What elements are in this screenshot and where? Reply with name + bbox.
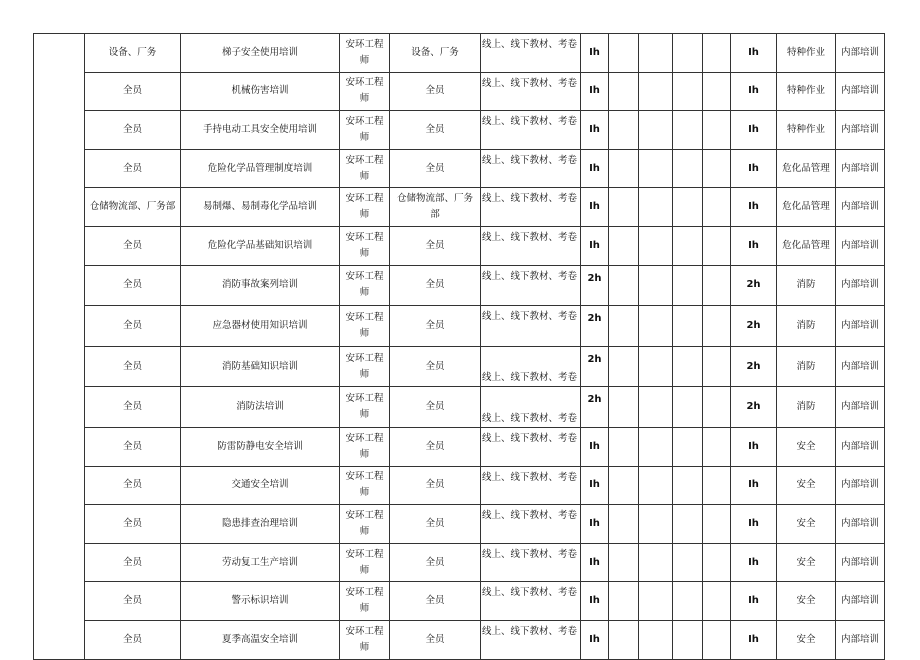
- training-type-cell: 内部培训: [836, 34, 885, 73]
- empty-cell: [609, 149, 639, 188]
- hours-cell: Ih: [581, 582, 609, 621]
- trainer-cell: 安环工程师: [340, 620, 390, 659]
- category-cell: 危化品管理: [777, 226, 836, 265]
- total-hours-cell: Ih: [731, 188, 777, 227]
- total-hours-cell: Ih: [731, 466, 777, 505]
- training-type-cell: 内部培训: [836, 346, 885, 387]
- empty-cell: [609, 427, 639, 466]
- total-hours-cell: Ih: [731, 427, 777, 466]
- empty-cell: [639, 543, 673, 582]
- category-cell: 消防: [777, 387, 836, 428]
- department-cell: 全员: [85, 466, 181, 505]
- total-hours-cell: 2h: [731, 306, 777, 347]
- category-cell: 特种作业: [777, 111, 836, 150]
- training-method-cell: 线上、线下教材、考卷: [481, 427, 581, 466]
- category-cell: 安全: [777, 505, 836, 544]
- target-group-cell: 全员: [390, 226, 481, 265]
- training-type-cell: 内部培训: [836, 505, 885, 544]
- hours-cell: 2h: [581, 265, 609, 306]
- course-name-cell: 防雷防静电安全培训: [181, 427, 340, 466]
- department-cell: 全员: [85, 427, 181, 466]
- department-cell: 全员: [85, 226, 181, 265]
- table-row: [34, 466, 885, 505]
- trainer-cell: 安环工程师: [340, 543, 390, 582]
- training-method-cell: 线上、线下教材、考卷: [481, 466, 581, 505]
- trainer-cell: 安环工程师: [340, 34, 390, 73]
- total-hours-cell: 2h: [731, 265, 777, 306]
- empty-cell: [639, 188, 673, 227]
- table-row: [34, 620, 885, 659]
- empty-cell: [673, 72, 703, 111]
- category-cell: 消防: [777, 346, 836, 387]
- empty-cell: [639, 582, 673, 621]
- empty-cell: [673, 505, 703, 544]
- empty-cell: [639, 427, 673, 466]
- course-name-cell: 危险化学品管理制度培训: [181, 149, 340, 188]
- course-name-cell: 消防事故案列培训: [181, 265, 340, 306]
- department-cell: 全员: [85, 72, 181, 111]
- table-row: [34, 265, 885, 306]
- training-method-cell: 线上、线下教材、考卷: [481, 111, 581, 150]
- empty-cell: [703, 505, 731, 544]
- trainer-cell: 安环工程师: [340, 226, 390, 265]
- table-row: [34, 346, 885, 387]
- training-method-cell: 线上、线下教材、考卷: [481, 387, 581, 428]
- category-cell: 危化品管理: [777, 149, 836, 188]
- empty-cell: [703, 34, 731, 73]
- empty-cell: [609, 620, 639, 659]
- course-name-cell: 手持电动工具安全使用培训: [181, 111, 340, 150]
- target-group-cell: 全员: [390, 543, 481, 582]
- category-cell: 安全: [777, 543, 836, 582]
- trainer-cell: 安环工程师: [340, 387, 390, 428]
- category-cell: 安全: [777, 582, 836, 621]
- empty-cell: [609, 466, 639, 505]
- total-hours-cell: Ih: [731, 149, 777, 188]
- empty-cell: [609, 543, 639, 582]
- course-name-cell: 应急器材使用知识培训: [181, 306, 340, 347]
- category-cell: 特种作业: [777, 72, 836, 111]
- hours-cell: Ih: [581, 188, 609, 227]
- total-hours-cell: Ih: [731, 582, 777, 621]
- trainer-cell: 安环工程师: [340, 427, 390, 466]
- trainer-cell: 安环工程师: [340, 346, 390, 387]
- empty-cell: [673, 265, 703, 306]
- empty-cell: [703, 346, 731, 387]
- category-cell: 消防: [777, 265, 836, 306]
- target-group-cell: 全员: [390, 72, 481, 111]
- training-method-cell: 线上、线下教材、考卷: [481, 188, 581, 227]
- empty-cell: [673, 543, 703, 582]
- hours-cell: 2h: [581, 346, 609, 387]
- empty-cell: [609, 34, 639, 73]
- empty-cell: [673, 226, 703, 265]
- department-cell: 全员: [85, 346, 181, 387]
- trainer-cell: 安环工程师: [340, 149, 390, 188]
- department-cell: 全员: [85, 505, 181, 544]
- hours-cell: Ih: [581, 466, 609, 505]
- course-name-cell: 劳动复工生产培训: [181, 543, 340, 582]
- table-row: [34, 543, 885, 582]
- empty-cell: [703, 188, 731, 227]
- hours-cell: Ih: [581, 620, 609, 659]
- table-row: [34, 387, 885, 428]
- empty-cell: [609, 188, 639, 227]
- empty-cell: [639, 505, 673, 544]
- department-cell: 全员: [85, 306, 181, 347]
- department-cell: 全员: [85, 543, 181, 582]
- empty-cell: [703, 387, 731, 428]
- empty-cell: [703, 306, 731, 347]
- table-row: [34, 306, 885, 347]
- empty-cell: [673, 466, 703, 505]
- empty-cell: [639, 226, 673, 265]
- trainer-cell: 安环工程师: [340, 111, 390, 150]
- department-cell: 全员: [85, 149, 181, 188]
- trainer-cell: 安环工程师: [340, 72, 390, 111]
- table-row: [34, 111, 885, 150]
- hours-cell: 2h: [581, 306, 609, 347]
- total-hours-cell: 2h: [731, 387, 777, 428]
- empty-cell: [703, 265, 731, 306]
- department-cell: 全员: [85, 582, 181, 621]
- target-group-cell: 全员: [390, 306, 481, 347]
- course-name-cell: 易制爆、易制毒化学品培训: [181, 188, 340, 227]
- empty-cell: [673, 111, 703, 150]
- department-cell: 全员: [85, 387, 181, 428]
- hours-cell: Ih: [581, 543, 609, 582]
- training-method-cell: 线上、线下教材、考卷: [481, 620, 581, 659]
- hours-cell: Ih: [581, 111, 609, 150]
- trainer-cell: 安环工程师: [340, 188, 390, 227]
- target-group-cell: 全员: [390, 346, 481, 387]
- empty-cell: [673, 427, 703, 466]
- course-name-cell: 警示标识培训: [181, 582, 340, 621]
- training-type-cell: 内部培训: [836, 620, 885, 659]
- empty-cell: [639, 72, 673, 111]
- hours-cell: Ih: [581, 427, 609, 466]
- training-method-cell: 线上、线下教材、考卷: [481, 505, 581, 544]
- training-type-cell: 内部培训: [836, 466, 885, 505]
- category-cell: 危化品管理: [777, 188, 836, 227]
- empty-cell: [609, 72, 639, 111]
- training-type-cell: 内部培训: [836, 306, 885, 347]
- course-name-cell: 隐患排查治理培训: [181, 505, 340, 544]
- training-method-cell: 线上、线下教材、考卷: [481, 582, 581, 621]
- training-method-cell: 线上、线下教材、考卷: [481, 265, 581, 306]
- target-group-cell: 全员: [390, 111, 481, 150]
- training-method-cell: 线上、线下教材、考卷: [481, 149, 581, 188]
- empty-cell: [703, 72, 731, 111]
- training-plan-sheet: [33, 33, 885, 660]
- empty-cell: [639, 111, 673, 150]
- total-hours-cell: Ih: [731, 111, 777, 150]
- empty-cell: [703, 466, 731, 505]
- empty-cell: [609, 346, 639, 387]
- department-cell: 仓储物流部、厂务部: [85, 188, 181, 227]
- empty-cell: [609, 265, 639, 306]
- empty-cell: [703, 226, 731, 265]
- training-type-cell: 内部培训: [836, 543, 885, 582]
- target-group-cell: 全员: [390, 427, 481, 466]
- category-cell: 特种作业: [777, 34, 836, 73]
- table-row: [34, 34, 885, 73]
- training-method-cell: 线上、线下教材、考卷: [481, 543, 581, 582]
- empty-cell: [673, 149, 703, 188]
- department-cell: 全员: [85, 620, 181, 659]
- empty-cell: [639, 620, 673, 659]
- hours-cell: Ih: [581, 34, 609, 73]
- total-hours-cell: Ih: [731, 543, 777, 582]
- training-type-cell: 内部培训: [836, 265, 885, 306]
- training-type-cell: 内部培训: [836, 427, 885, 466]
- empty-cell: [609, 387, 639, 428]
- course-name-cell: 危险化学品基础知识培训: [181, 226, 340, 265]
- target-group-cell: 全员: [390, 620, 481, 659]
- empty-cell: [609, 505, 639, 544]
- empty-cell: [673, 620, 703, 659]
- hours-cell: Ih: [581, 505, 609, 544]
- total-hours-cell: Ih: [731, 34, 777, 73]
- course-name-cell: 梯子安全使用培训: [181, 34, 340, 73]
- target-group-cell: 全员: [390, 387, 481, 428]
- empty-cell: [639, 306, 673, 347]
- hours-cell: Ih: [581, 72, 609, 111]
- empty-cell: [639, 346, 673, 387]
- empty-cell: [673, 387, 703, 428]
- empty-cell: [673, 188, 703, 227]
- empty-cell: [703, 543, 731, 582]
- target-group-cell: 全员: [390, 466, 481, 505]
- empty-cell: [703, 111, 731, 150]
- empty-cell: [639, 387, 673, 428]
- table-body: [34, 34, 885, 660]
- target-group-cell: 全员: [390, 582, 481, 621]
- empty-cell: [609, 226, 639, 265]
- total-hours-cell: 2h: [731, 346, 777, 387]
- target-group-cell: 全员: [390, 505, 481, 544]
- empty-cell: [609, 111, 639, 150]
- department-cell: 全员: [85, 265, 181, 306]
- training-plan-table: [33, 33, 885, 660]
- merged-category-cell: [34, 34, 85, 660]
- table-row: [34, 149, 885, 188]
- empty-cell: [703, 427, 731, 466]
- training-type-cell: 内部培训: [836, 72, 885, 111]
- empty-cell: [673, 34, 703, 73]
- table-row: [34, 582, 885, 621]
- category-cell: 安全: [777, 427, 836, 466]
- empty-cell: [609, 306, 639, 347]
- department-cell: 全员: [85, 111, 181, 150]
- hours-cell: 2h: [581, 387, 609, 428]
- course-name-cell: 消防法培训: [181, 387, 340, 428]
- target-group-cell: 全员: [390, 149, 481, 188]
- total-hours-cell: Ih: [731, 620, 777, 659]
- total-hours-cell: Ih: [731, 505, 777, 544]
- table-row: [34, 226, 885, 265]
- empty-cell: [703, 582, 731, 621]
- total-hours-cell: Ih: [731, 226, 777, 265]
- category-cell: 安全: [777, 466, 836, 505]
- training-method-cell: 线上、线下教材、考卷: [481, 306, 581, 347]
- table-row: [34, 188, 885, 227]
- table-row: [34, 72, 885, 111]
- empty-cell: [639, 265, 673, 306]
- training-method-cell: 线上、线下教材、考卷: [481, 72, 581, 111]
- training-type-cell: 内部培训: [836, 149, 885, 188]
- empty-cell: [639, 466, 673, 505]
- target-group-cell: 仓储物流部、厂务部: [390, 188, 481, 227]
- empty-cell: [639, 149, 673, 188]
- trainer-cell: 安环工程师: [340, 582, 390, 621]
- training-type-cell: 内部培训: [836, 111, 885, 150]
- course-name-cell: 机械伤害培训: [181, 72, 340, 111]
- empty-cell: [609, 582, 639, 621]
- table-row: [34, 427, 885, 466]
- trainer-cell: 安环工程师: [340, 466, 390, 505]
- trainer-cell: 安环工程师: [340, 505, 390, 544]
- empty-cell: [639, 34, 673, 73]
- training-method-cell: 线上、线下教材、考卷: [481, 346, 581, 387]
- total-hours-cell: Ih: [731, 72, 777, 111]
- empty-cell: [703, 149, 731, 188]
- trainer-cell: 安环工程师: [340, 265, 390, 306]
- target-group-cell: 设备、厂务: [390, 34, 481, 73]
- course-name-cell: 交通安全培训: [181, 466, 340, 505]
- training-type-cell: 内部培训: [836, 188, 885, 227]
- department-cell: 设备、厂务: [85, 34, 181, 73]
- category-cell: 安全: [777, 620, 836, 659]
- table-row: [34, 505, 885, 544]
- hours-cell: Ih: [581, 226, 609, 265]
- trainer-cell: 安环工程师: [340, 306, 390, 347]
- training-type-cell: 内部培训: [836, 387, 885, 428]
- course-name-cell: 夏季高温安全培训: [181, 620, 340, 659]
- hours-cell: Ih: [581, 149, 609, 188]
- category-cell: 消防: [777, 306, 836, 347]
- course-name-cell: 消防基础知识培训: [181, 346, 340, 387]
- empty-cell: [673, 346, 703, 387]
- training-method-cell: 线上、线下教材、考卷: [481, 34, 581, 73]
- training-type-cell: 内部培训: [836, 582, 885, 621]
- empty-cell: [673, 582, 703, 621]
- target-group-cell: 全员: [390, 265, 481, 306]
- empty-cell: [673, 306, 703, 347]
- training-method-cell: 线上、线下教材、考卷: [481, 226, 581, 265]
- empty-cell: [703, 620, 731, 659]
- training-type-cell: 内部培训: [836, 226, 885, 265]
